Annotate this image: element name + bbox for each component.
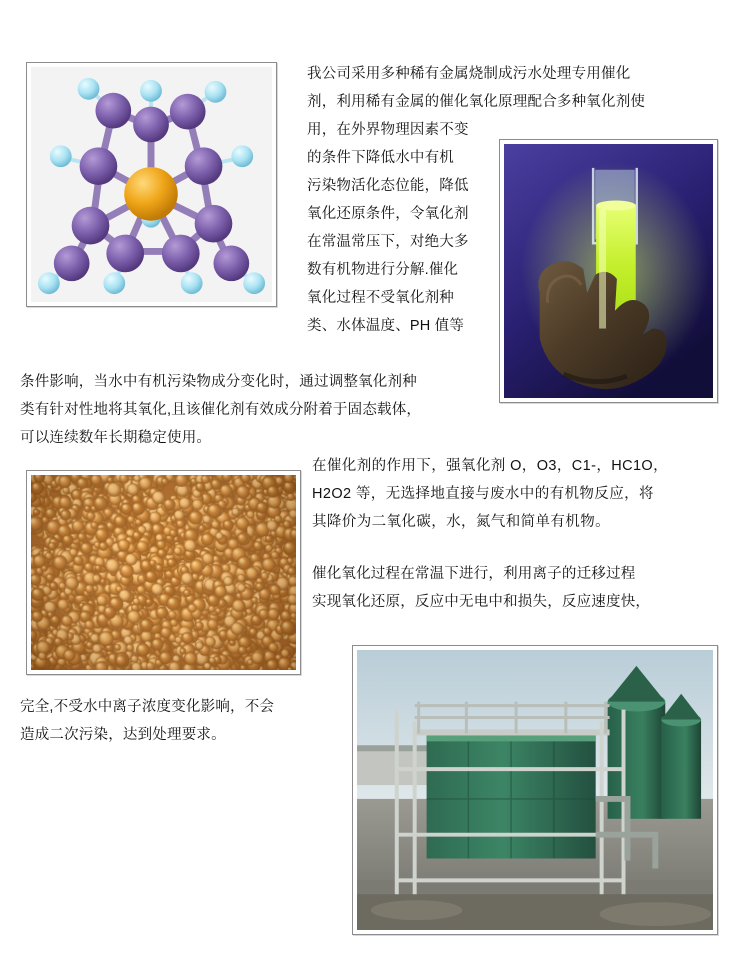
para3-line-1: 在催化剂的作用下，强氧化剂 O，O3，C1-，HC1O， — [312, 458, 668, 474]
pellets-image-inner — [31, 475, 296, 670]
paragraph-four — [312, 560, 718, 616]
plant-photo-icon — [357, 650, 713, 930]
para1-line-9: 氧化过程不受氧化剂种 — [307, 290, 454, 306]
catalyst-pellets-image — [26, 470, 301, 675]
para2-line-2: 类有针对性地将其氧化,且该催化剂有效成分附着于固态载体， — [20, 402, 422, 418]
para1-line-8: 数有机物进行分解.催化 — [307, 262, 459, 278]
para1-line-4: 的条件下降低水中有机 — [307, 150, 454, 166]
para2-line-1: 条件影响，当水中有机污染物成分变化时，通过调整氧化剂种 — [20, 374, 417, 390]
para1-line-7: 在常温常压下，对绝大多 — [307, 234, 469, 250]
molecule-image-inner — [31, 67, 272, 302]
paragraph-five — [20, 693, 340, 749]
para3-line-3: 其降价为二氧化碳，水，氮气和简单有机物。 — [312, 514, 610, 530]
molecule-structure-image — [26, 62, 277, 307]
para4-line-2: 实现氧化还原，反应中无电中和损失，反应速度快， — [312, 594, 651, 610]
para1-line-2: 剂，利用稀有金属的催化氧化原理配合多种氧化剂使 — [307, 94, 646, 110]
para1-line-6: 氧化还原条件，令氧化剂 — [307, 206, 469, 222]
paragraph-three — [312, 452, 718, 536]
wastewater-treatment-plant-image — [352, 645, 718, 935]
paragraph-one — [307, 60, 711, 340]
molecule-diagram-icon — [31, 67, 272, 302]
plant-image-inner — [357, 650, 713, 930]
para4-line-1: 催化氧化过程在常温下进行，利用离子的迁移过程 — [312, 566, 636, 582]
para1-line-3: 用，在外界物理因素不变 — [307, 122, 469, 138]
para5-line-2: 造成二次污染，达到处理要求。 — [20, 727, 226, 743]
para1-line-10: 类、水体温度、PH 值等 — [307, 318, 465, 334]
para1-line-5: 污染物活化态位能，降低 — [307, 178, 469, 194]
para3-line-2: H2O2 等，无选择地直接与废水中的有机物反应，将 — [312, 486, 654, 502]
para5-line-1: 完全,不受水中离子浓度变化影响，不会 — [20, 699, 275, 715]
para2-line-3: 可以连续数年长期稳定使用。 — [20, 430, 212, 446]
pellets-texture — [31, 475, 296, 670]
paragraph-two — [20, 368, 720, 452]
para1-line-1: 我公司采用多种稀有金属烧制成污水处理专用催化 — [307, 66, 631, 82]
